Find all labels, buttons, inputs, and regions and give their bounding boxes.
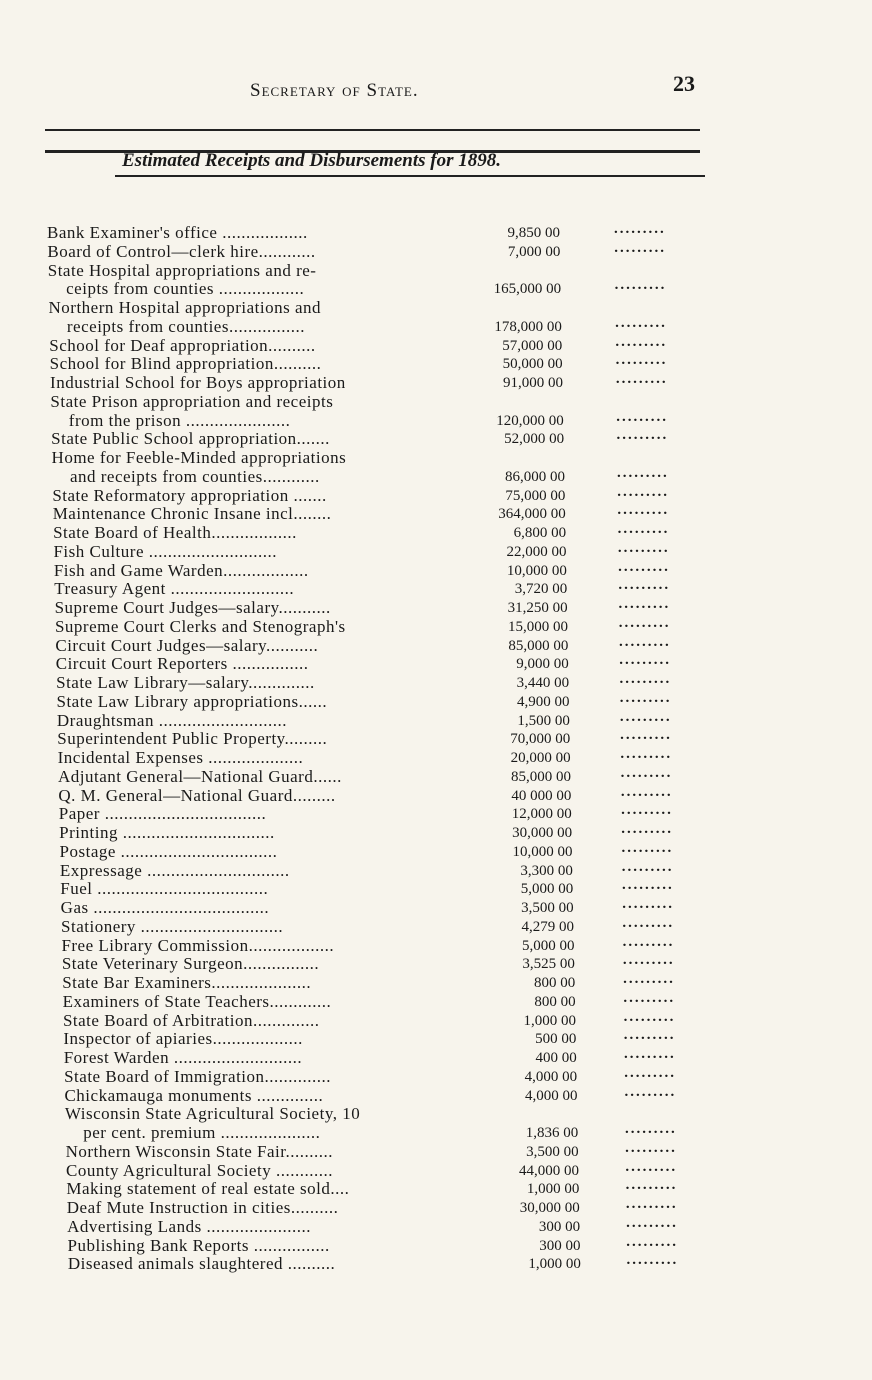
- column-leader: .........: [624, 1064, 676, 1081]
- row-amount: 52,000 00: [504, 431, 565, 448]
- column-leader: .........: [617, 502, 670, 519]
- column-leader: .........: [621, 877, 674, 894]
- row-amount: 1,000 00: [526, 1181, 580, 1198]
- row-amount: 1,500 00: [517, 712, 570, 729]
- column-leader: .........: [624, 1083, 677, 1100]
- column-leader: .........: [624, 1121, 677, 1137]
- column-leader: .........: [623, 1027, 676, 1044]
- row-amount: 6,800 00: [513, 525, 567, 541]
- column-leader: .........: [625, 1177, 678, 1194]
- row-label: Postage .................................: [59, 841, 278, 861]
- row-label: State Public School appropriation.......: [51, 429, 330, 449]
- row-amount: 364,000 00: [498, 506, 566, 523]
- column-leader: .........: [619, 671, 672, 687]
- column-leader: .........: [614, 277, 667, 294]
- row-amount: 178,000 00: [494, 318, 562, 335]
- row-amount: 91,000 00: [503, 375, 564, 391]
- column-leader: .........: [614, 221, 666, 237]
- row-label: Publishing Bank Reports ................: [67, 1235, 330, 1255]
- column-leader: .........: [617, 483, 669, 500]
- row-label: County Agricultural Society ............: [66, 1160, 333, 1180]
- column-leader: .........: [619, 633, 671, 650]
- row-label: Examiners of State Teachers.............: [62, 991, 332, 1011]
- row-amount: 85,000 00: [508, 637, 569, 654]
- row-amount: 3,500 00: [521, 900, 574, 916]
- row-amount: 22,000 00: [506, 543, 567, 560]
- row-label: Q. M. General—National Guard.........: [58, 785, 336, 805]
- row-amount: 9,000 00: [516, 656, 569, 673]
- row-label: Circuit Court Judges—salary...........: [55, 635, 319, 655]
- row-label: Incidental Expenses ....................: [57, 748, 304, 767]
- row-amount: 5,000 00: [520, 881, 574, 898]
- row-amount: 165,000 00: [493, 281, 562, 298]
- row-label: Bank Examiner's office ..................: [47, 223, 308, 242]
- row-label: and receipts from counties............: [69, 466, 320, 486]
- row-label: Making statement of real estate sold....: [66, 1179, 350, 1199]
- row-label: Draughtsman ...........................: [56, 710, 287, 730]
- row-label: Printing ................................: [59, 823, 275, 842]
- row-amount: 30,000 00: [519, 1200, 580, 1216]
- column-leader: .........: [624, 1046, 676, 1062]
- column-leader: .........: [617, 539, 670, 556]
- column-leader: .........: [622, 896, 674, 912]
- row-amount: 57,000 00: [502, 337, 563, 354]
- row-label: from the prison ......................: [68, 410, 291, 430]
- column-leader: .........: [623, 1008, 676, 1025]
- row-label: State Veterinary Surgeon................: [61, 954, 320, 974]
- row-amount: 120,000 00: [496, 412, 564, 429]
- row-label: Northern Wisconsin State Fair..........: [65, 1141, 333, 1161]
- row-amount: 10,000 00: [512, 843, 573, 860]
- row-amount: 1,000 00: [528, 1256, 581, 1273]
- column-leader: .........: [623, 971, 675, 987]
- row-label: Inspector of apiaries...................: [63, 1029, 303, 1049]
- column-leader: .........: [615, 314, 667, 331]
- row-amount: 85,000 00: [511, 768, 572, 785]
- row-label: State Board of Health..................: [53, 523, 297, 542]
- row-amount: 4,000 00: [524, 1068, 578, 1085]
- column-leader: .........: [616, 464, 669, 481]
- row-label: Expressage ..............................: [59, 860, 290, 880]
- row-label: State Prison appropriation and receipts: [50, 391, 334, 411]
- row-amount: 75,000 00: [505, 487, 566, 504]
- column-leader: .........: [619, 652, 671, 669]
- column-leader: .........: [621, 802, 673, 819]
- column-leader: .........: [620, 746, 673, 762]
- column-leader: .........: [626, 1214, 678, 1231]
- title-bottom-rule: [115, 175, 705, 177]
- column-leader: .........: [620, 764, 673, 781]
- column-leader: .........: [626, 1233, 679, 1250]
- row-label: State Board of Immigration..............: [64, 1066, 332, 1086]
- row-label: Paper ..................................: [58, 804, 267, 824]
- row-amount: 4,000 00: [524, 1087, 578, 1104]
- row-label: Gas .....................................: [60, 898, 270, 917]
- row-amount: 400 00: [535, 1050, 577, 1066]
- row-label: State Reformatory appropriation .......: [52, 485, 327, 505]
- row-amount: 5,000 00: [521, 937, 575, 954]
- column-leader: .........: [618, 596, 671, 612]
- row-amount: 40 000 00: [511, 787, 572, 804]
- row-amount: 300 00: [539, 1237, 581, 1254]
- column-leader: .........: [615, 371, 668, 387]
- row-amount: 1,000 00: [523, 1012, 576, 1029]
- row-label: Treasury Agent ..........................: [54, 579, 295, 599]
- row-amount: 800 00: [534, 993, 576, 1010]
- row-amount: 86,000 00: [504, 468, 565, 485]
- row-label: Stationery ..............................: [61, 916, 284, 936]
- row-label: Supreme Court Judges—salary...........: [54, 598, 331, 617]
- row-amount: 9,850 00: [507, 225, 560, 241]
- column-leader: .........: [620, 727, 672, 744]
- column-leader: .........: [618, 614, 671, 631]
- column-leader: .........: [623, 989, 676, 1006]
- row-label: Fuel ....................................: [60, 879, 269, 899]
- row-label: Diseased animals slaughtered ..........: [67, 1254, 336, 1274]
- row-label: Advertising Lands ......................: [67, 1216, 311, 1236]
- row-label: State Hospital appropriations and re-: [47, 260, 317, 280]
- running-head: Secretary of State.: [250, 80, 419, 101]
- row-label: State Law Library—salary..............: [56, 673, 315, 692]
- row-label: Northern Hospital appropriations and: [48, 298, 321, 317]
- row-amount: 3,300 00: [520, 862, 573, 879]
- row-amount: 3,525 00: [522, 956, 575, 973]
- row-amount: 10,000 00: [506, 562, 567, 579]
- row-amount: 500 00: [535, 1031, 577, 1048]
- row-label: Adjutant General—National Guard......: [58, 766, 342, 786]
- row-label: State Law Library appropriations......: [56, 691, 328, 711]
- row-label: State Bar Examiners.....................: [62, 973, 312, 992]
- row-label: Fish Culture ...........................: [53, 541, 277, 561]
- row-amount: 7,000 00: [507, 243, 561, 260]
- column-leader: .........: [615, 333, 668, 350]
- column-leader: .........: [620, 783, 673, 800]
- row-label: Forest Warden ...........................: [63, 1048, 303, 1067]
- column-leader: .........: [616, 408, 669, 425]
- column-leader: .........: [625, 1139, 677, 1156]
- page-number: 23: [673, 71, 695, 96]
- column-leader: .........: [619, 708, 672, 725]
- column-leader: .........: [625, 1196, 678, 1212]
- row-amount: 3,440 00: [516, 675, 570, 691]
- row-label: State Board of Arbitration..............: [62, 1010, 320, 1030]
- row-amount: 50,000 00: [502, 356, 563, 373]
- row-amount: 4,279 00: [521, 918, 575, 935]
- row-label: Home for Feeble-Minded appropriations: [51, 448, 347, 467]
- column-leader: .........: [622, 933, 675, 950]
- row-label: Fish and Game Warden..................: [53, 560, 309, 580]
- column-leader: .........: [622, 952, 675, 969]
- row-label: Supreme Court Clerks and Stenograph's: [54, 616, 346, 636]
- column-leader: .........: [622, 914, 675, 931]
- column-leader: .........: [617, 521, 670, 537]
- column-leader: .........: [621, 821, 674, 837]
- row-label: Wisconsin State Agricultural Society, 10: [64, 1104, 361, 1124]
- row-amount: 15,000 00: [507, 618, 568, 635]
- row-label: receipts from counties................: [66, 316, 305, 336]
- column-leader: .........: [618, 577, 671, 594]
- row-amount: 31,250 00: [507, 600, 568, 616]
- row-label: Maintenance Chronic Insane incl........: [52, 504, 332, 524]
- row-label: Free Library Commission..................: [61, 935, 335, 955]
- top-rule: [45, 129, 700, 131]
- row-amount: 4,900 00: [517, 693, 570, 710]
- row-amount: 3,500 00: [526, 1143, 579, 1160]
- row-amount: 1,836 00: [525, 1125, 579, 1141]
- column-leader: .........: [621, 858, 674, 875]
- row-amount: 300 00: [538, 1218, 581, 1235]
- row-label: Superintendent Public Property.........: [57, 729, 328, 749]
- row-label: School for Deaf appropriation..........: [49, 335, 316, 355]
- row-label: Circuit Court Reporters ................: [55, 654, 309, 674]
- row-label: School for Blind appropriation..........: [49, 354, 322, 374]
- row-label: Chickamauga monuments ..............: [64, 1085, 324, 1105]
- row-label: Deaf Mute Instruction in cities..........: [66, 1198, 339, 1217]
- row-label: Industrial School for Boys appropriation: [50, 373, 346, 392]
- row-label: ceipts from counties ..................: [66, 279, 305, 299]
- row-amount: 800 00: [533, 975, 576, 991]
- column-leader: .........: [615, 352, 668, 369]
- column-leader: .........: [625, 1158, 678, 1175]
- row-amount: 30,000 00: [512, 825, 573, 841]
- column-leader: .........: [626, 1252, 679, 1269]
- row-amount: 20,000 00: [510, 750, 571, 766]
- column-leader: .........: [621, 839, 674, 856]
- row-label: Board of Control—clerk hire............: [47, 241, 316, 261]
- row-amount: 12,000 00: [511, 806, 572, 823]
- row-amount: 3,720 00: [514, 581, 568, 598]
- column-leader: .........: [618, 558, 670, 575]
- row-amount: 44,000 00: [519, 1162, 579, 1179]
- row-amount: 70,000 00: [510, 731, 571, 748]
- column-leader: .........: [616, 427, 669, 444]
- column-leader: .........: [619, 689, 672, 706]
- row-label: per cent. premium .....................: [83, 1123, 321, 1142]
- column-leader: .........: [614, 239, 666, 256]
- table-title: Estimated Receipts and Disbursements for 1898.: [122, 150, 501, 171]
